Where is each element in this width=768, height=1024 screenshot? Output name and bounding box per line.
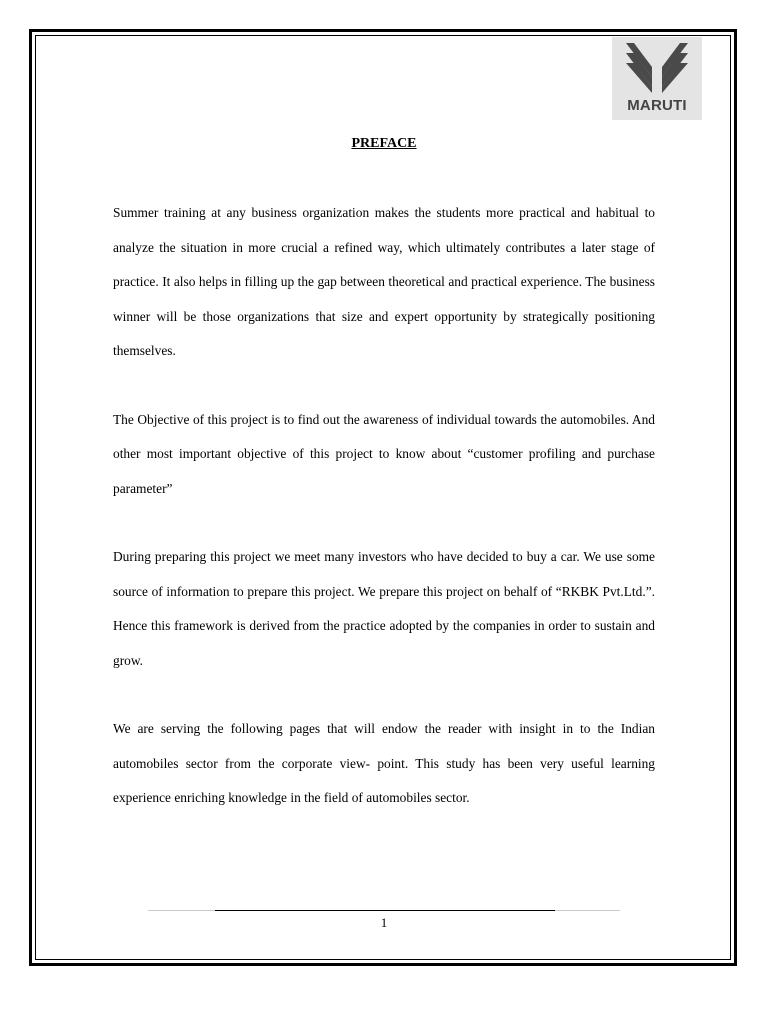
preface-body xyxy=(113,196,655,850)
paragraph-1: Summer training at any business organization makes the students more practical and habitual to analyze the situation in more crucial a refined way, which ultimately contributes a later stage of practice. It also helps in filling up the gap between theoretical and practical experience. The business winner will be those organizations that size and expert opportunity by strategically positioning themselves. xyxy=(113,205,655,358)
maruti-emblem-icon xyxy=(612,37,702,97)
page-number: 1 xyxy=(380,915,388,930)
footer-rule xyxy=(215,910,555,911)
logo-wordmark: MARUTI xyxy=(627,97,687,114)
paragraph-4: We are serving the following pages that will endow the reader with insight in to the Indian automobiles sector from the corporate view- point. This study has been very useful learning experience enriching knowledge in the field of automobiles sector. xyxy=(113,721,655,805)
paragraph-3: During preparing this project we meet many investors who have decided to buy a car. We use some source of information to prepare this project. We prepare this project on behalf of “RKBK Pvt.Ltd.”. Hence this framework is derived from the practice adopted by the companies in order to sustain and grow. xyxy=(113,549,655,668)
maruti-logo xyxy=(612,37,702,120)
page-title: PREFACE xyxy=(351,136,417,151)
paragraph-2: The Objective of this project is to find out the awareness of individual towards the automobiles. And other most important objective of this project to know about “customer profiling and purchase parameter” xyxy=(113,411,655,496)
